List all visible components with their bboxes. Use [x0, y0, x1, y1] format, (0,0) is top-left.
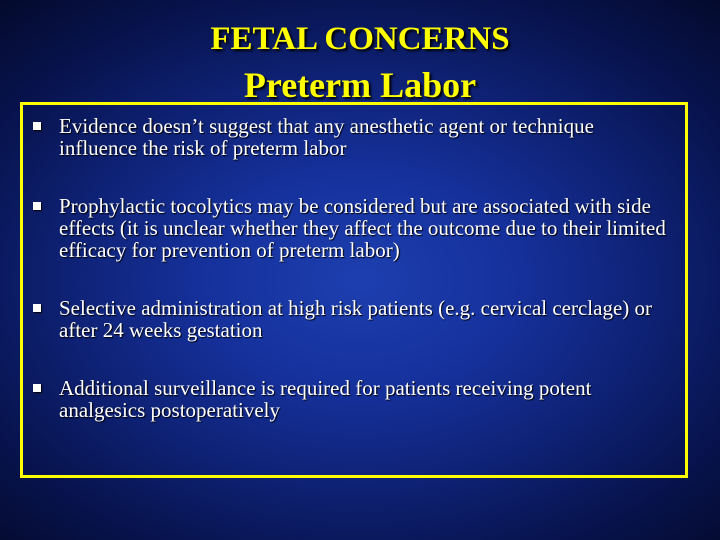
square-bullet-icon — [33, 304, 41, 312]
content-box — [20, 102, 688, 478]
square-bullet-icon — [33, 202, 41, 210]
bullet-text: Selective administration at high risk patients (e.g. cervical cerclage) or after 24 weeks gestation — [59, 296, 653, 342]
bullet-list — [33, 115, 673, 421]
bullet-item — [33, 115, 673, 159]
bullet-text: Prophylactic tocolytics may be considered but are associated with side effects (it is unclear whether they affect the outcome due to their limited efficacy for prevention of preterm labor) — [59, 194, 666, 262]
bullet-item — [33, 377, 673, 421]
square-bullet-icon — [33, 384, 41, 392]
bullet-text: Additional surveillance is required for patients receiving potent analgesics postoperatively — [59, 376, 592, 422]
slide-title: FETAL CONCERNS — [210, 21, 510, 57]
bullet-text: Evidence doesn’t suggest that any anesthetic agent or technique influence the risk of preterm labor — [59, 114, 594, 160]
bullet-item — [33, 195, 673, 261]
slide-subtitle: Preterm Labor — [243, 65, 477, 105]
square-bullet-icon — [33, 122, 41, 130]
bullet-item — [33, 297, 673, 341]
